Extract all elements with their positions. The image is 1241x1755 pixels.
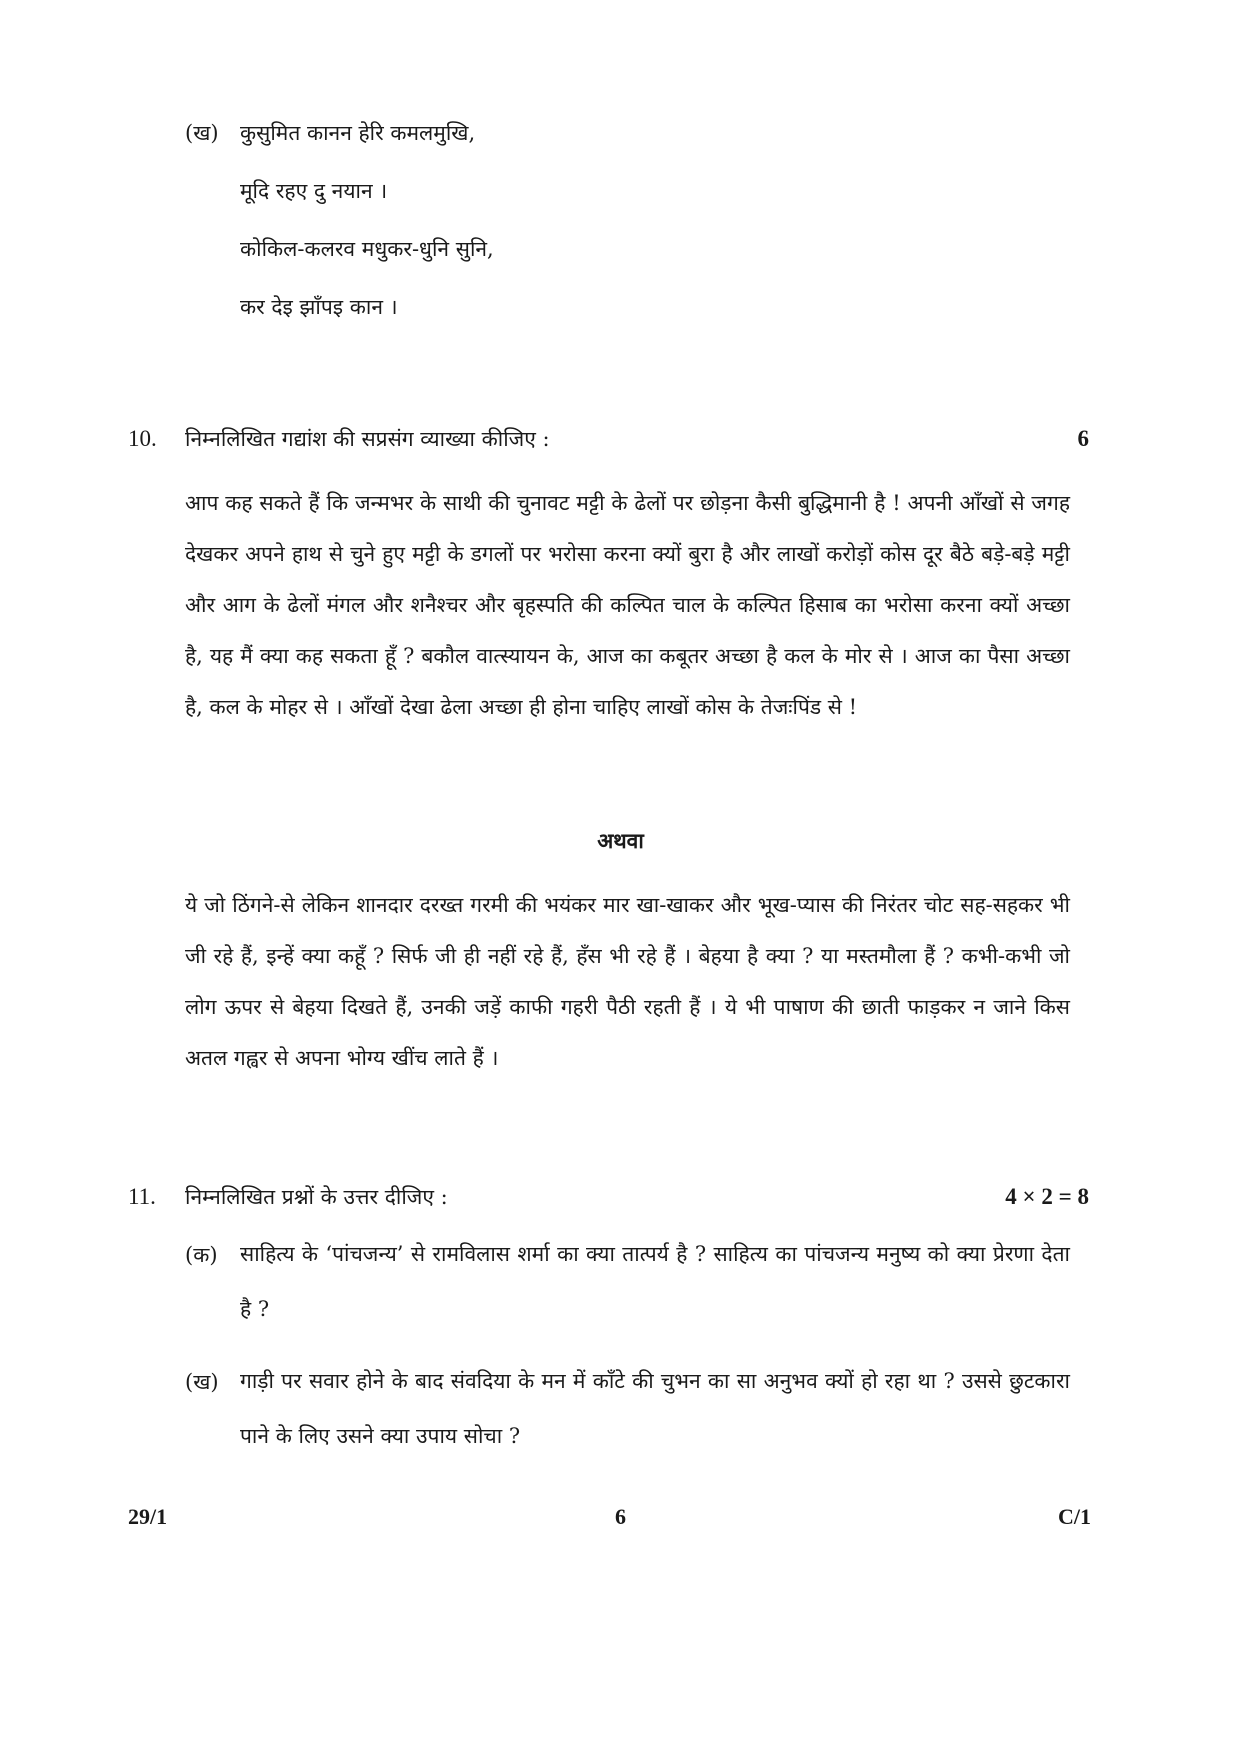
question-10-passage-1: आप कह सकते हैं कि जन्मभर के साथी की चुनावट मट्टी के ढेलों पर छोड़ना कैसी बुद्धिमानी है ! अपनी आँखों से जगह देखकर अपने हाथ से चुने हुए मट्टी के डगलों पर भरोसा करना क्यों बुरा है और लाखों करोड़ों कोस दूर बैठे बड़े-बड़े मट्टी और आग के ढेलों मंगल और शनैश्चर और बृहस्पति की कल्पित चाल के कल्पित हिसाब का भरोसा करना क्यों अच्छा है, यह मैं क्या कह सकता हूँ ? बकौल वात्स्यायन के, आज का कबूतर अच्छा है कल के मोर से । आज का पैसा अच्छा है, कल के मोहर से । आँखों देखा ढेला अच्छा ही होना चाहिए लाखों कोस के तेजःपिंड से ! — [185, 491, 1070, 719]
question-11-part-ka-label: (क) — [185, 1243, 218, 1267]
question-11-part-ka-text: साहित्य के ‘पांचजन्य’ से रामविलास शर्मा का क्या तात्पर्य है ? साहित्य का पांचजन्य मनुष्य को क्या प्रेरणा देता है ? — [240, 1242, 1070, 1321]
or-separator: अथवा — [597, 828, 644, 853]
footer-set-code: C/1 — [1058, 1504, 1091, 1529]
question-10-passage-2: ये जो ठिंगने-से लेकिन शानदार दरख्त गरमी की भयंकर मार खा-खाकर और भूख-प्यास की निरंतर चोट सह-सहकर भी जी रहे हैं, इन्हें क्या कहूँ ? सिर्फ जी ही नहीं रहे हैं, हँस भी रहे हैं । बेहया है क्या ? या मस्तमौला हैं ? कभी-कभी जो लोग ऊपर से बेहया दिखते हैं, उनकी जड़ें काफी गहरी पैठी रहती हैं । ये भी पाषाण की छाती फाड़कर न जाने किस अतल गह्वर से अपना भोग्य खींच लाते हैं । — [185, 893, 1070, 1070]
poem-line-4: कर देइ झाँपइ कान । — [240, 295, 398, 319]
poem-line-3: कोकिल-कलरव मधुकर-धुनि सुनि, — [240, 237, 494, 261]
question-11-prompt: निम्नलिखित प्रश्नों के उत्तर दीजिए : — [185, 1185, 448, 1209]
poem-line-2: मूदि रहए दु नयान । — [240, 179, 388, 203]
question-11-marks: 4 × 2 = 8 — [1005, 1184, 1089, 1209]
poem-line-1: कुसुमित कानन हेरि कमलमुखि, — [240, 121, 476, 145]
question-10-marks: 6 — [1077, 426, 1089, 451]
poem-part-label: (ख) — [185, 121, 219, 145]
footer-page-number: 6 — [615, 1504, 626, 1529]
question-10-number: 10. — [128, 426, 157, 451]
question-11-part-kha-label: (ख) — [185, 1370, 219, 1394]
question-11-number: 11. — [128, 1184, 156, 1209]
question-11-part-kha-text: गाड़ी पर सवार होने के बाद संवदिया के मन में काँटे की चुभन का सा अनुभव क्यों हो रहा था ? उससे छुटकारा पाने के लिए उसने क्या उपाय सोचा ? — [240, 1369, 1070, 1448]
question-10-prompt: निम्नलिखित गद्यांश की सप्रसंग व्याख्या कीजिए : — [185, 427, 550, 451]
footer-paper-code: 29/1 — [128, 1504, 168, 1529]
